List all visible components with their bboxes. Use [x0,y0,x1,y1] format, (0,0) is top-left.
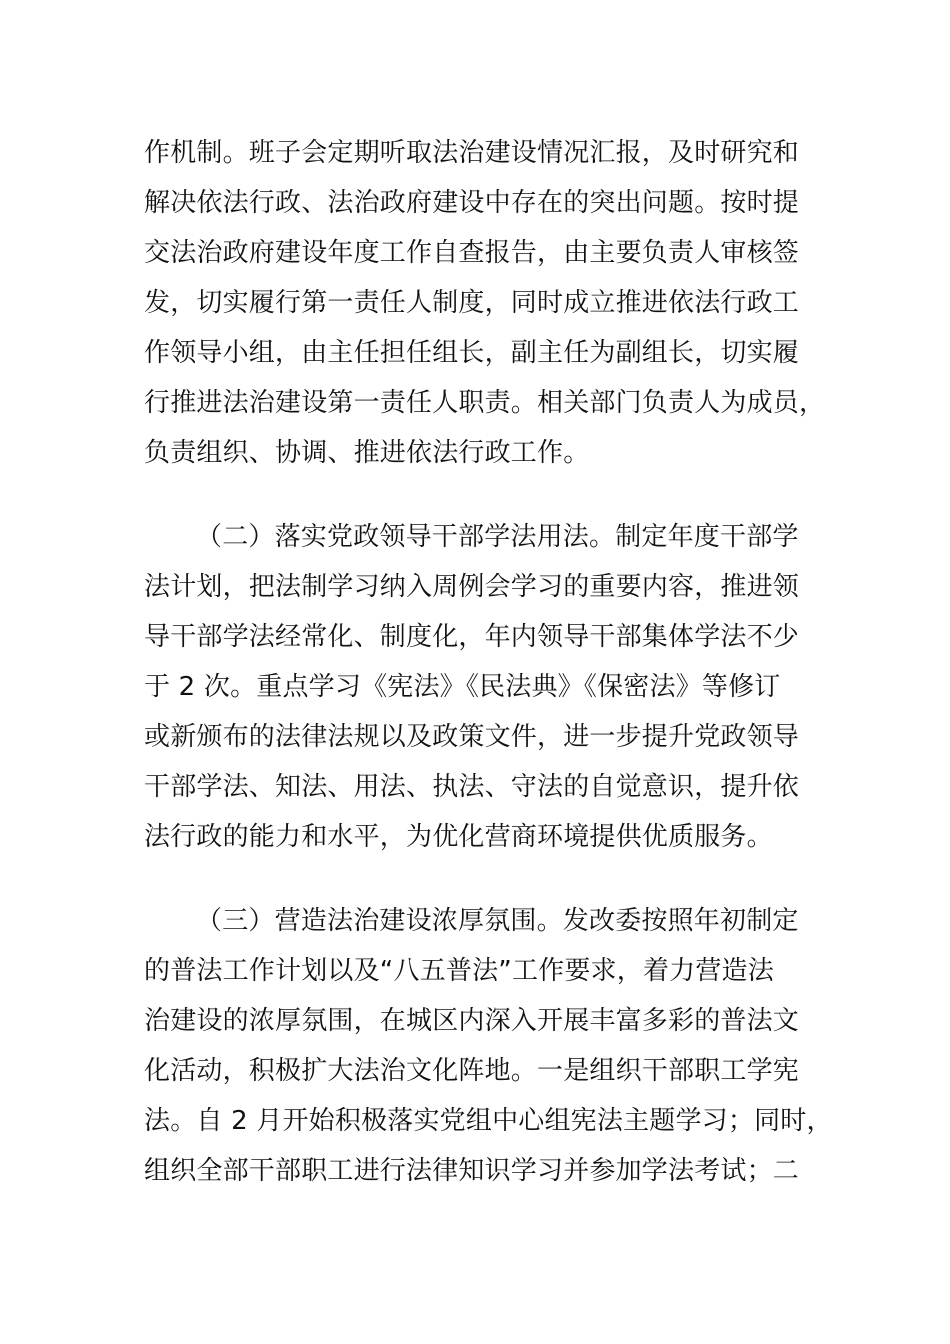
text-line: 导干部学法经常化、制度化，年内领导干部集体学法不少 [144,622,800,652]
text-line: 负责组织、协调、推进依法行政工作。 [144,438,590,468]
text-line: 行推进法治建设第一责任人职责。相关部门负责人为成员， [144,388,826,418]
text-line: 法。自 2 月开始积极落实党组中心组宪法主题学习；同时， [144,1106,833,1136]
text-line: 法行政的能力和水平，为优化营商环境提供优质服务。 [144,822,773,852]
paragraph-2 [144,512,814,862]
text-line: （二）落实党政领导干部学法用法。制定年度干部学 [196,522,799,552]
text-line: 组织全部干部职工进行法律知识学习并参加学法考试；二 [144,1156,800,1186]
paragraph-spacer [144,478,814,512]
text-line: （三）营造法治建设浓厚氛围。发改委按照年初制定 [196,906,799,936]
text-line: 交法治政府建设年度工作自查报告，由主要负责人审核签 [144,238,800,268]
text-line: 或新颁布的法律法规以及政策文件，进一步提升党政领导 [144,722,800,752]
text-line: 于 2 次。重点学习《宪法》《民法典》《保密法》等修订 [144,672,781,702]
text-line: 治建设的浓厚氛围，在城区内深入开展丰富多彩的普法文 [144,1006,800,1036]
paragraph-1 [144,128,826,478]
text-line: 发，切实履行第一责任人制度，同时成立推进依法行政工 [144,288,800,318]
text-line: 干部学法、知法、用法、执法、守法的自觉意识，提升依 [144,772,800,802]
text-line: 法计划，把法制学习纳入周例会学习的重要内容，推进领 [144,572,800,602]
text-line: 化活动，积极扩大法治文化阵地。一是组织干部职工学宪 [144,1056,800,1086]
text-line: 作领导小组，由主任担任组长，副主任为副组长，切实履 [144,338,800,368]
paragraph-spacer [144,862,814,896]
document-body [144,128,833,1196]
text-line: 的普法工作计划以及“八五普法”工作要求，着力营造法 [144,956,774,986]
paragraph-3 [144,896,833,1196]
text-line: 作机制。班子会定期听取法治建设情况汇报，及时研究和 [144,138,800,168]
text-line: 解决依法行政、法治政府建设中存在的突出问题。按时提 [144,188,800,218]
